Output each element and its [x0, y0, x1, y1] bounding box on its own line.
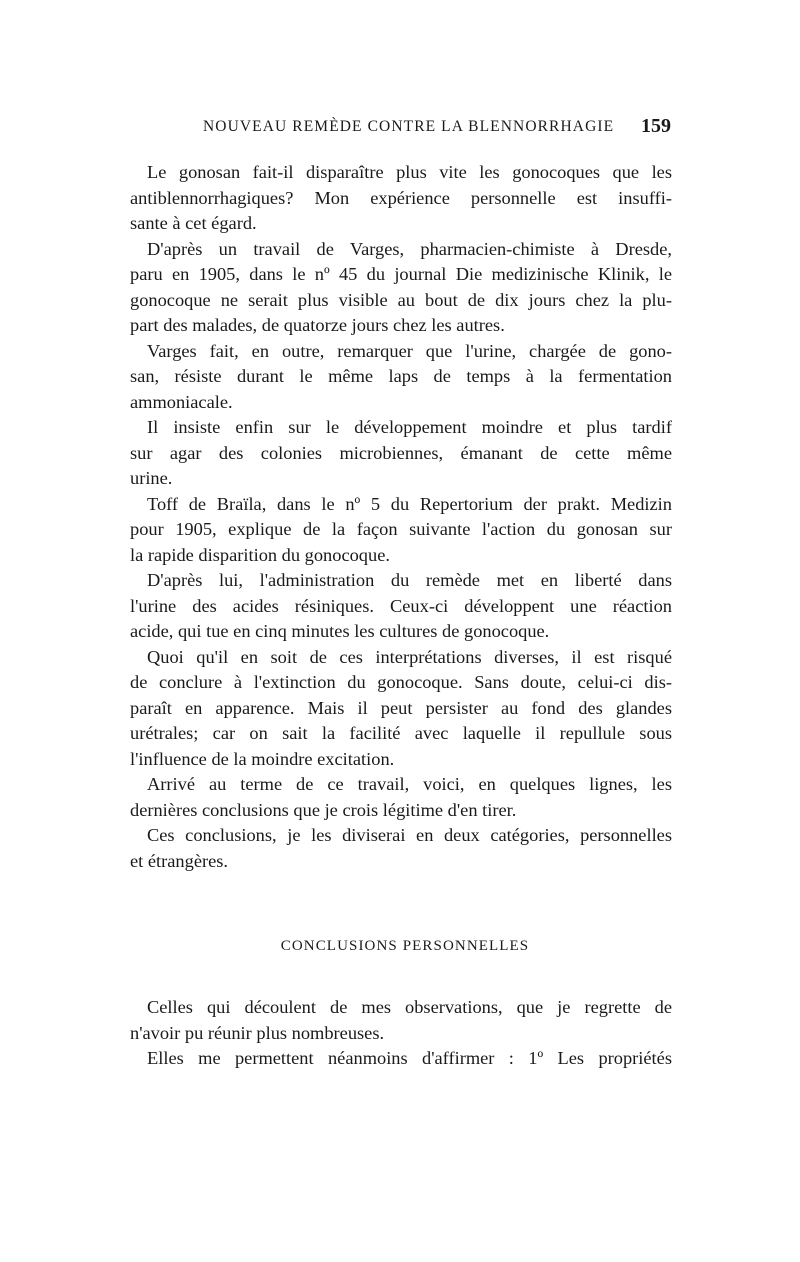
text-line: pour 1905, explique de la façon suivante l'action du gonosan sur	[130, 519, 672, 539]
text-line: Varges fait, en outre, remarquer que l'urine, chargée de gono-	[147, 340, 672, 361]
text-line: l'influence de la moindre excitation.	[130, 748, 395, 769]
text-line: acide, qui tue en cinq minutes les cultures de gonocoque.	[130, 621, 550, 641]
running-head	[130, 115, 671, 144]
text-line: Le gonosan fait-il disparaître plus vite les gonocoques que les	[147, 162, 672, 182]
text-line: D'après lui, l'administration du remède met en liberté dans	[147, 570, 672, 590]
text-line: sante à cet égard.	[130, 213, 257, 233]
text-line: Quoi qu'il en soit de ces interprétations diverses, il est risqué	[147, 646, 672, 667]
text-line: l'urine des acides résiniques. Ceux-ci développent une réaction	[130, 595, 672, 616]
text-line: Celles qui découlent de mes observations, que je regrette de	[147, 997, 672, 1017]
text-line: gonocoque ne serait plus visible au bout de dix jours chez la plu-	[130, 289, 672, 310]
text-line: san, résiste durant le même laps de temps à la fermentation	[130, 366, 672, 386]
text-line: Toff de Braïla, dans le nº 5 du Repertorium der prakt. Medizin	[147, 493, 672, 514]
page-number: 159	[641, 115, 671, 137]
text-line: D'après un travail de Varges, pharmacien-chimiste à Dresde,	[147, 238, 672, 259]
text-line: Ces conclusions, je les diviserai en deux catégories, personnelles	[147, 825, 672, 845]
text-line: paraît en apparence. Mais il peut persister au fond des glandes	[130, 697, 672, 718]
text-line: antiblennorrhagiques? Mon expérience personnelle est insuffi-	[130, 187, 672, 208]
text-line: part des malades, de quatorze jours chez les autres.	[130, 315, 505, 335]
section-spacer	[130, 959, 672, 995]
section-spacer	[130, 874, 672, 934]
text-line: paru en 1905, dans le nº 45 du journal Die medizinische Klinik, le	[130, 264, 672, 284]
text-line: urétrales; car on sait la facilité avec laquelle il repullule sous	[130, 723, 672, 743]
text-line: ammoniacale.	[130, 391, 233, 412]
text-line: Elles me permettent néanmoins d'affirmer : 1º Les propriétés	[147, 1048, 672, 1068]
text-line: Arrivé au terme de ce travail, voici, en quelques lignes, les	[147, 774, 672, 794]
text-line: Il insiste enfin sur le développement moindre et plus tardif	[147, 417, 672, 437]
section-heading: CONCLUSIONS PERSONNELLES	[280, 938, 530, 954]
text-line: urine.	[130, 468, 173, 488]
text-line: de conclure à l'extinction du gonocoque. Sans doute, celui-ci dis-	[130, 672, 672, 692]
text-line: et étrangères.	[130, 850, 229, 871]
text-line: la rapide disparition du gonocoque.	[130, 544, 390, 565]
running-title: NOUVEAU REMÈDE CONTRE LA BLENNORRHAGIE	[203, 118, 615, 135]
text-line: n'avoir pu réunir plus nombreuses.	[130, 1022, 385, 1043]
text-line: sur agar des colonies microbiennes, émanant de cette même	[130, 442, 672, 463]
text-line: dernières conclusions que je crois légitime d'en tirer.	[130, 799, 517, 820]
body-text	[130, 160, 672, 1072]
